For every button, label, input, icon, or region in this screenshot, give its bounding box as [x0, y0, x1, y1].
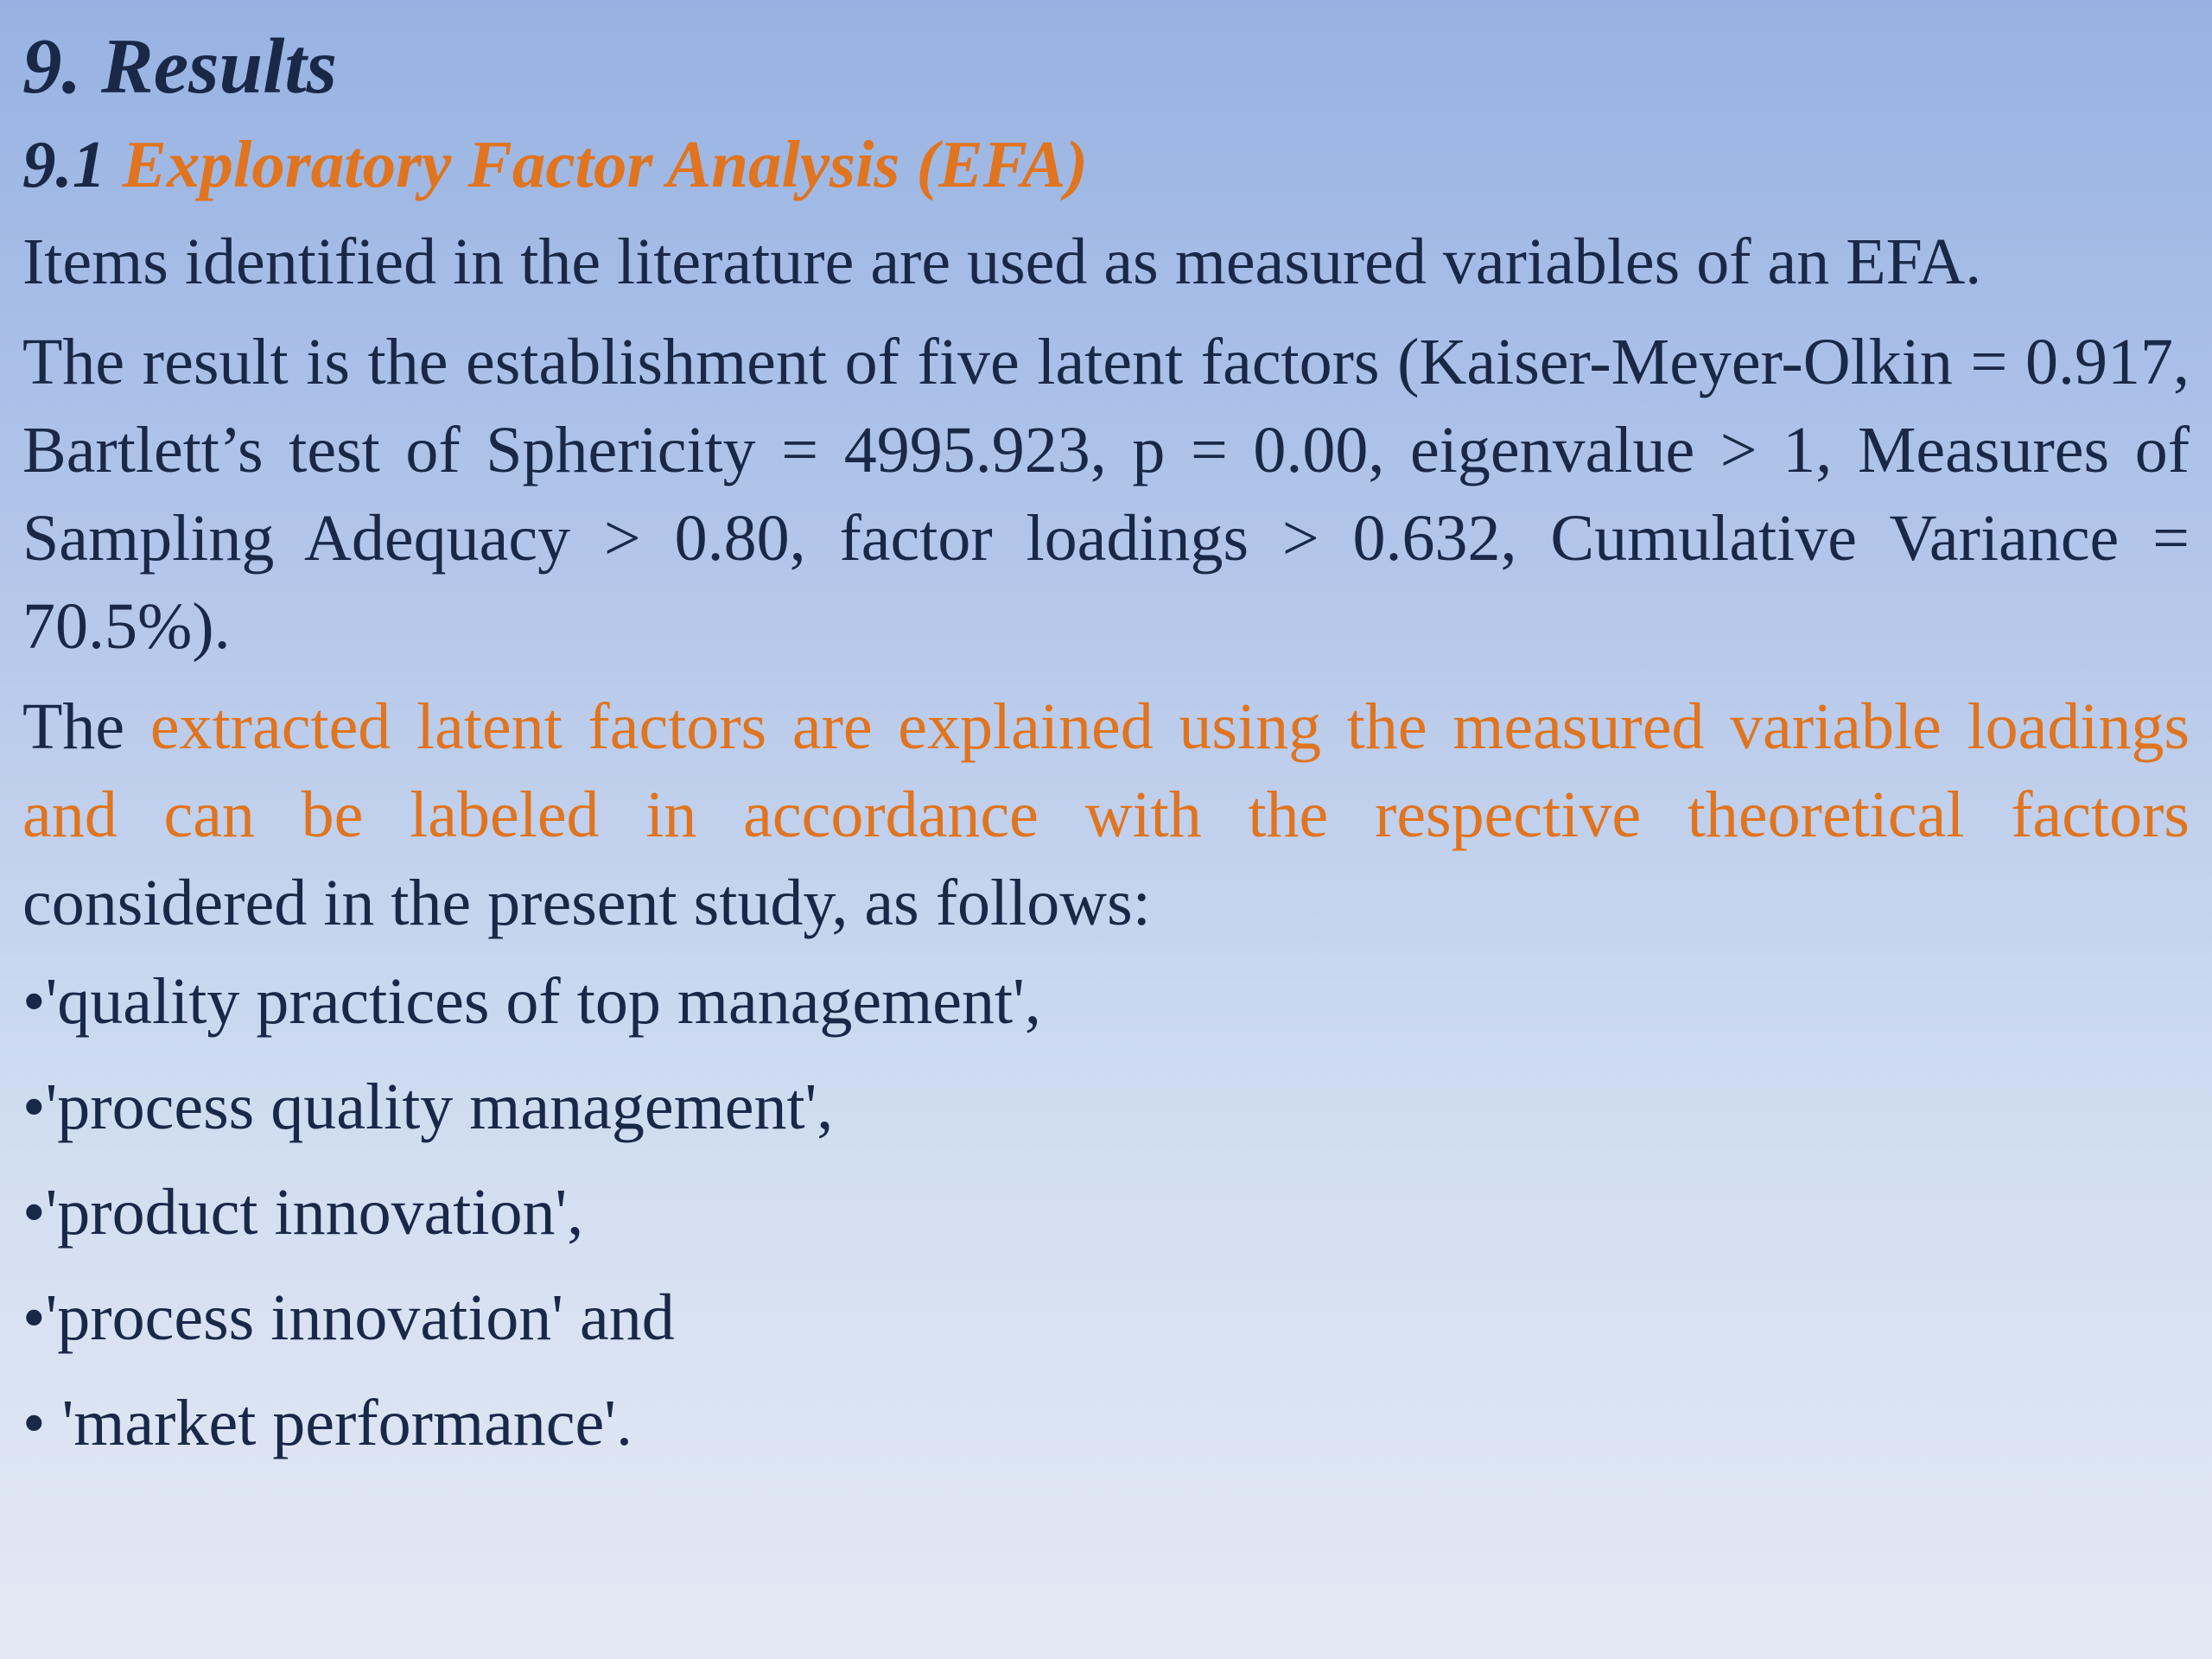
paragraph-intro: Items identified in the literature are used as measured variables of an EFA.: [22, 226, 1982, 298]
paragraph-factors: [22, 683, 2190, 947]
list-item: •'quality practices of top management',: [22, 965, 1041, 1038]
section-title: Exploratory Factor Analysis (EFA): [122, 127, 1088, 201]
slide-title: 9. Results: [22, 22, 338, 110]
section-heading: [22, 123, 2190, 206]
list-item: •'process quality management',: [22, 1071, 834, 1143]
factor-list: [22, 957, 2190, 1467]
paragraph-factors-tail: considered in the present study, as follows:: [22, 867, 1151, 939]
list-item: • 'market performance'.: [22, 1387, 632, 1459]
list-item: •'product innovation',: [22, 1176, 584, 1249]
paragraph-results: The result is the establishment of five latent factors (Kaiser-Meyer-Olkin = 0.917, Bartlett’s test of Sphericity = 4995.923, p = 0.00, eigenvalue > 1, Measures of Sampling Adequacy > 0.80, factor loadings > 0.632, Cumulative Variance = 70.5%).: [22, 326, 2190, 663]
list-item: •'process innovation' and: [22, 1281, 675, 1354]
paragraph-factors-lead: The: [22, 690, 125, 763]
paragraph-factors-highlight: extracted latent factors are explained using the measured variable loadings and can be labeled in accordance with the respective theoretical factors: [22, 690, 2190, 851]
section-number: 9.1: [22, 127, 106, 201]
